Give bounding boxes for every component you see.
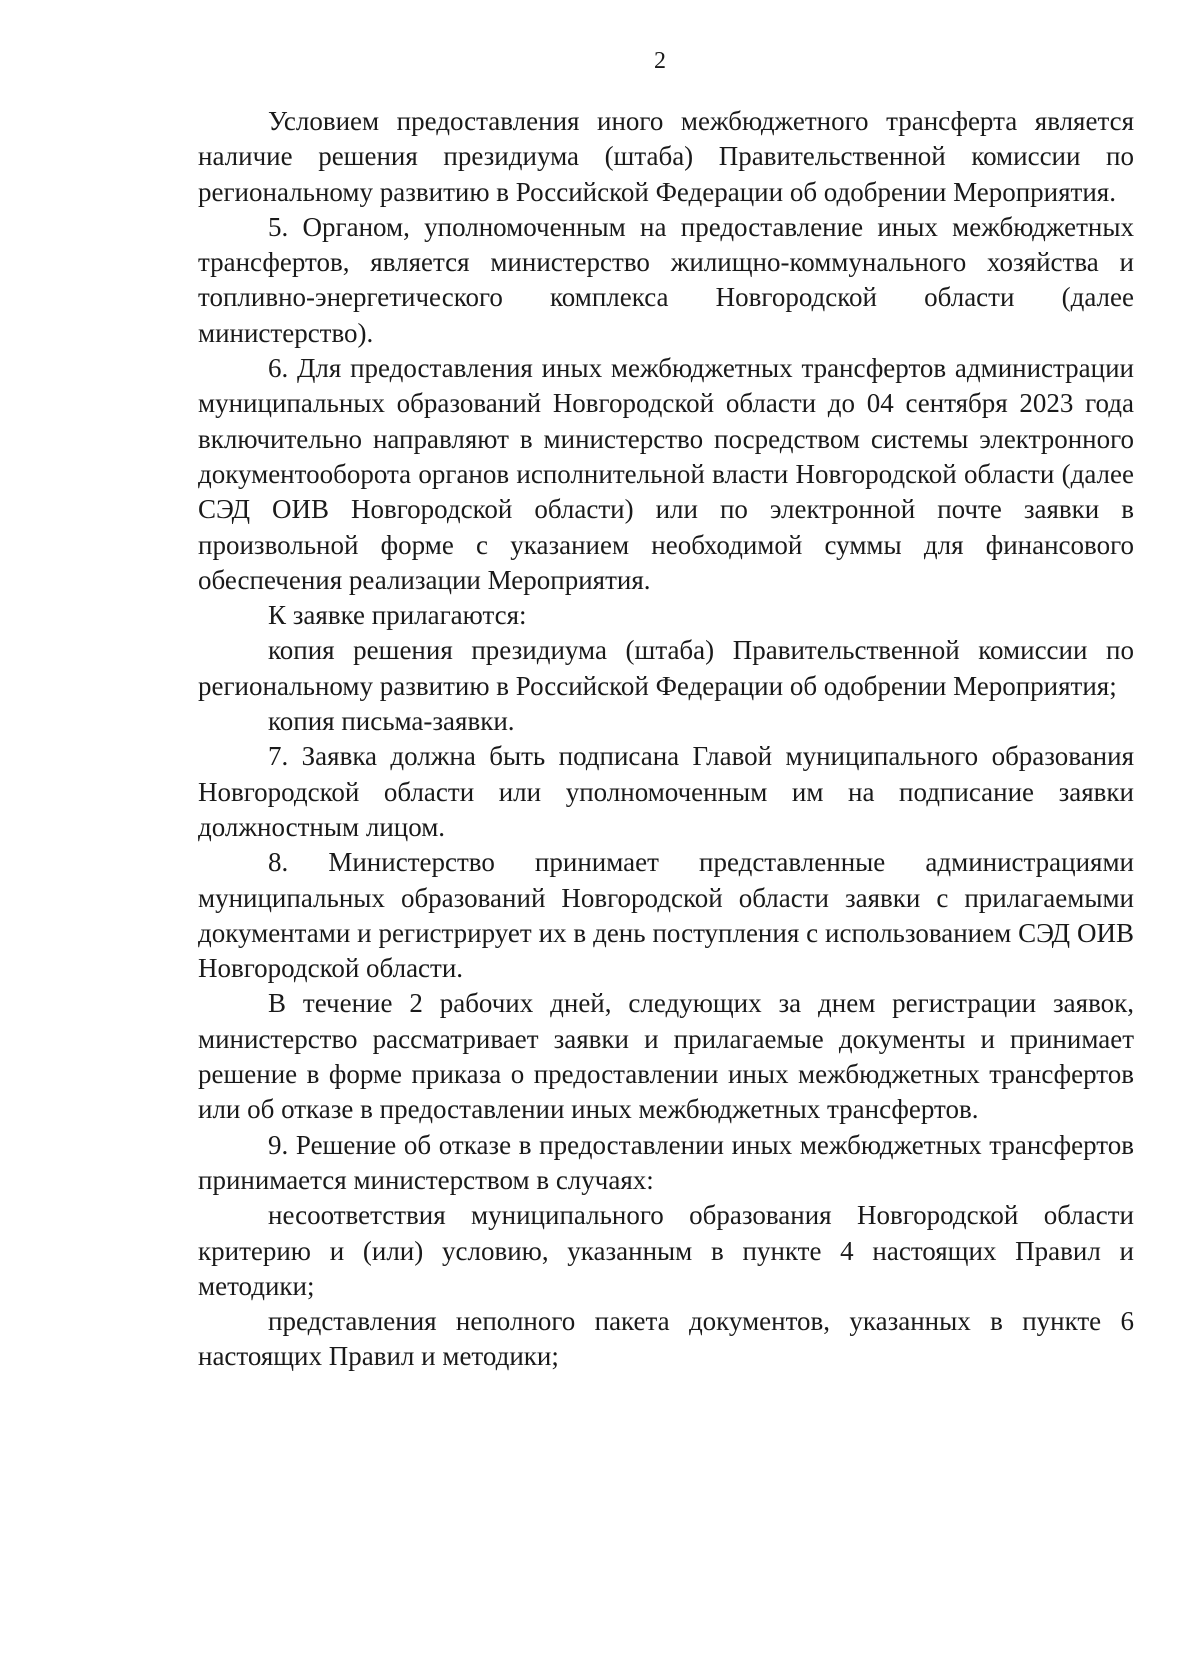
document-body xyxy=(198,104,1134,1375)
page-number: 2 xyxy=(654,48,666,74)
paragraph-refusal-reason-criteria: несоответствия муниципального образования Новгородской области критерию и (или) условию, указанным в пункте 4 настоящих Правил и методики; xyxy=(198,1200,1134,1301)
paragraph-attachment-decision-copy: копия решения президиума (штаба) Правительственной комиссии по региональному развитию в Российской Федерации об одобрении Мероприятия; xyxy=(198,635,1134,701)
paragraph-review-period: В течение 2 рабочих дней, следующих за днем регистрации заявок, министерство рассматривает заявки и прилагаемые документы и принимает решение в форме приказа о предоставлении иных межбюджетных трансфертов или об отказе в предоставлении иных межбюджетных трансфертов. xyxy=(198,988,1134,1125)
paragraph-attachment-letter-copy: копия письма-заявки. xyxy=(268,706,515,737)
paragraph-7-signature: 7. Заявка должна быть подписана Главой муниципального образования Новгородской области или уполномоченным им на подписание заявки должностным лицом. xyxy=(198,741,1134,842)
paragraph-attachments-heading: К заявке прилагаются: xyxy=(268,600,527,631)
paragraph-9-refusal: 9. Решение об отказе в предоставлении иных межбюджетных трансфертов принимается министерством в случаях: xyxy=(198,1129,1134,1195)
paragraph-condition: Условием предоставления иного межбюджетного трансферта является наличие решения президиума (штаба) Правительственной комиссии по региональному развитию в Российской Федерации об одобрении Мероприятия. xyxy=(198,106,1134,207)
paragraph-5-authorized-body: 5. Органом, уполномоченным на предоставление иных межбюджетных трансфертов, является министерство жилищно-коммунального хозяйства и топливно-энергетического комплекса Новгородской области (далее министерство). xyxy=(198,211,1134,348)
paragraph-6-application-submission: 6. Для предоставления иных межбюджетных трансфертов администрации муниципальных образований Новгородской области до 04 сентября 2023 года включительно направляют в министерство посредством системы электронного документооборота органов исполнительной власти Новгородской области (далее СЭД ОИВ Новгородской области) или по электронной почте заявки в произвольной форме с указанием необходимой суммы для финансового обеспечения реализации Мероприятия. xyxy=(198,353,1134,595)
paragraph-8-registration: 8. Министерство принимает представленные администрациями муниципальных образований Новгородской области заявки с прилагаемыми документами и регистрирует их в день поступления с использованием СЭД ОИВ Новгородской области. xyxy=(198,847,1134,984)
paragraph-refusal-reason-incomplete: представления неполного пакета документов, указанных в пункте 6 настоящих Правил и методики; xyxy=(198,1306,1134,1372)
